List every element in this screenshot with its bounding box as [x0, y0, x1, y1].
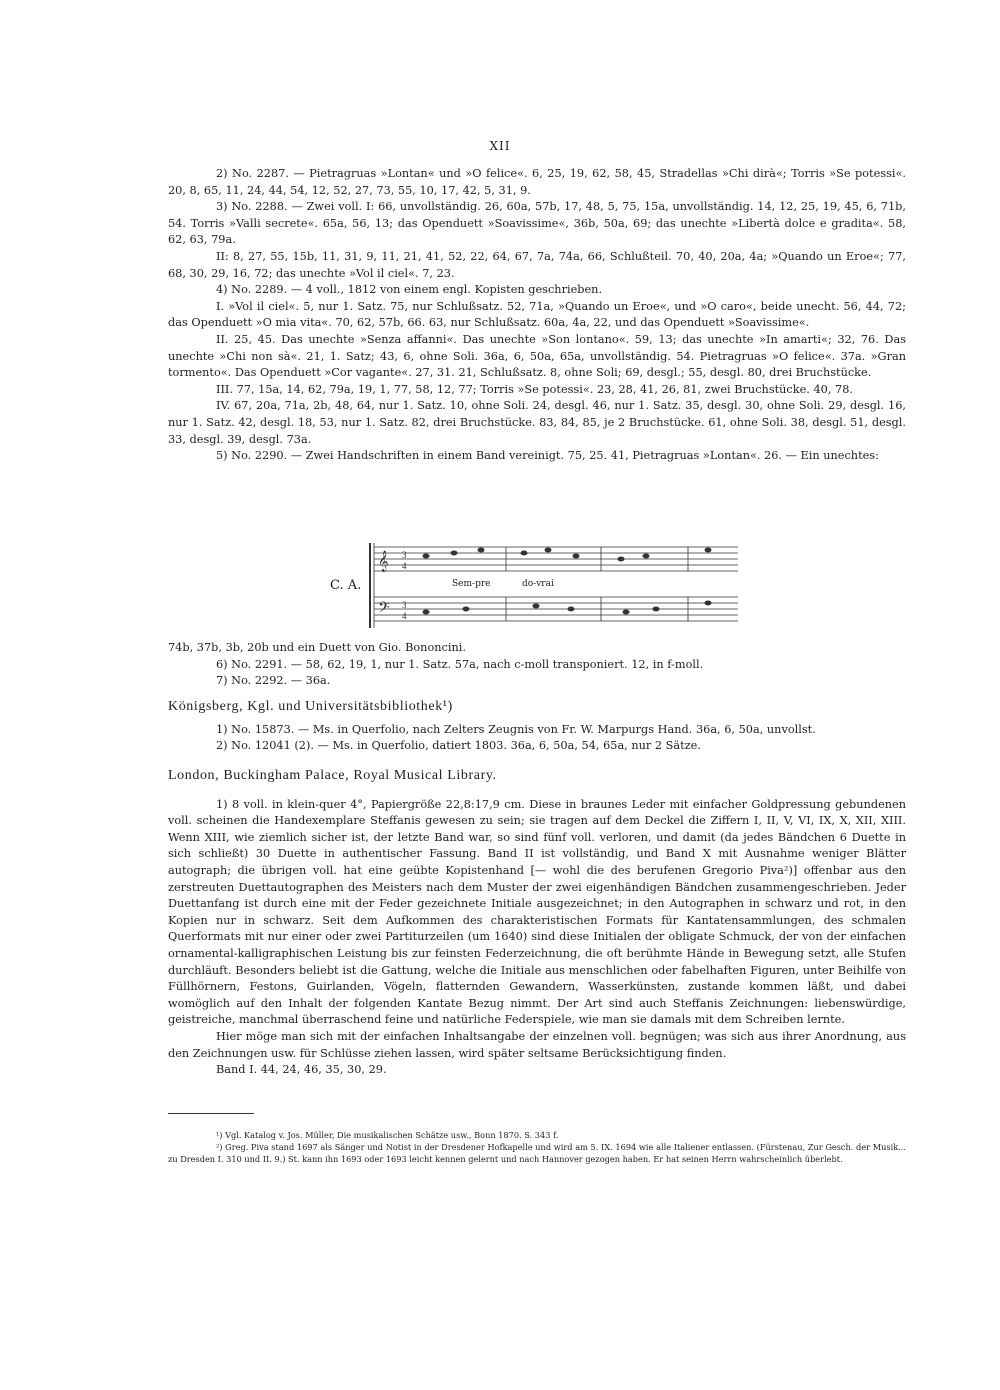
clef-bass: 𝄢: [378, 599, 390, 620]
entry-2287: 2) No. 2287. — Pietragruas »Lontan« und »O felice«. 6, 25, 19, 62, 58, 45, Stradellas »Chi dirà«; Torris »Se potessi«. 20, 8, 65, 11, 24, 44, 54, 12, 52, 27, 73, 55, 10, 17, 42, 5, 31, 9.: [168, 167, 906, 197]
entry-2288-vol2: II: 8, 27, 55, 15b, 11, 31, 9, 11, 21, 41, 52, 22, 64, 67, 7a, 74a, 66, Schlußteil. 70, 40, 20a, 4a; »Quando un Eroe«; 77, 68, 30, 29, 16, 72; das unechte »Vol il ciel«. 7, 23.: [168, 249, 906, 280]
notes-upper: [423, 548, 712, 562]
london-paragraph-1: 1) 8 voll. in klein-quer 4°, Papiergröße 22,8:17,9 cm. Diese in braunes Leder mit einfacher Goldpressung gebundenen voll. scheinen die Handexemplare Steffanis gewesen zu sein; sie tragen auf dem Deckel die Ziffern I, II, V, VI, IX, X, XII, XIII. Wenn XIII, wie ziemlich sicher ist, der letzte Band war, so sind fünf voll. verloren, und damit (da jedes Bändchen 6 Duette in sich schließt) 30 Duette in authentischer Fassung. Band II ist vollständig, und Band X mit Ausnahme weniger Blätter autograph; die übrigen voll. hat eine geübte Kopistenhand [— wohl die des berufenen Gregorio Piva²)] offenbar aus den zerstreuten Duettautographen des Meisters nach dem Muster der zwei eigenhändigen Bändchen zusammengeschrieben. Jeder Duettanfang ist durch eine mit der Feder gezeichnete Initiale ausgezeichnet; in den Autographen in schwarz und rot, in den Kopien nur in schwarz. Seit dem Aufkommen des charakteristischen Formats für Kantatensammlungen, des schmalen Querformats mit nur einer oder zwei Partiturzeilen (um 1640) sind diese Initialen der obligate Schmuck, der von der einfachen ornamental-kalligraphischen Leistung bis zur feinsten Federzeichnung, die oft berühmte Hände in Bewegung setzt, alle Stufen durchläuft. Besonders beliebt ist die Gattung, welche die Initiale aus menschlichen oder fabelhaften Figuren, unter Beihilfe von Füllhörnern, Festons, Guirlanden, Vögeln, flatternden Gewandern, Wasserkünsten, zustande kommen läßt, und dabei womöglich auf den Inhalt der folgenden Kantate Bezug nimmt. Der Art sind auch Steffanis Zeichnungen: liebenswürdige, geistreiche, manchmal überraschend feine und natürliche Federspiele, wie man sie damals mit dem Schreiben lernte.: [168, 797, 906, 1027]
entry-15873: 1) No. 15873. — Ms. in Querfolio, nach Zelters Zeugnis von Fr. W. Marpurgs Hand. 36a, 6, 50a, unvollst.: [216, 722, 816, 736]
section-dresden-list: [168, 166, 906, 465]
svg-text:3: 3: [402, 550, 407, 560]
footnotes: [168, 1130, 906, 1165]
entry-12041: 2) No. 12041 (2). — Ms. in Querfolio, datiert 1803. 36a, 6, 50a, 54, 65a, nur 2 Sätze.: [216, 739, 701, 753]
london-paragraph-2: Hier möge man sich mit der einfachen Inhaltsangabe der einzelnen voll. begnügen; was sich aus ihrer Anordnung, aus den Zeichnungen usw. für Schlüsse ziehen lassen, wird später seltsame Berücksichtigung finden.: [168, 1029, 906, 1060]
voice-label: C. A.: [330, 578, 362, 593]
entry-2289-vol3: III. 77, 15a, 14, 62, 79a, 19, 1, 77, 58, 12, 77; Torris »Se potessi«. 23, 28, 41, 26, 81, zwei Bruchstücke. 40, 78.: [216, 382, 853, 396]
music-incipit: [326, 523, 746, 638]
entry-2289-vol4: IV. 67, 20a, 71a, 2b, 48, 64, nur 1. Satz. 10, ohne Soli. 24, desgl. 46, nur 1. Satz. 35, desgl. 30, ohne Soli. 29, desgl. 16, nur 1. Satz. 42, desgl. 18, 53, nur 1. Satz. 82, drei Bruchstücke. 83, 84, 85, je 2 Bruchstücke. 61, ohne Soli. 38, desgl. 51, desgl. 33, desgl. 39, desgl. 73a.: [168, 399, 906, 446]
footnote-rule: [168, 1113, 254, 1114]
footnote-2: ²) Greg. Piva stand 1697 als Sänger und Notist in der Dresdener Hofkapelle und wird am 5. IX. 1694 wie alle Italiener entlassen. (Fürstenau, Zur Gesch. der Musik... zu Dresden I. 310 und II. 9.) St. kann ihn 1693 oder 1693 leicht kennen gelernt und nach Hannover gezogen haben. Er hat seinen Herrn wahrscheinlich überlebt.: [168, 1141, 906, 1164]
band-1-list: Band I. 44, 24, 46, 35, 30, 29.: [216, 1063, 387, 1077]
entry-2289-vol1: I. »Vol il ciel«. 5, nur 1. Satz. 75, nur Schlußsatz. 52, 71a, »Quando un Eroe«, und »O caro«, beide unecht. 56, 44, 72; das Openduett »O mia vita«. 70, 62, 57b, 66. 63, nur Schlußsatz. 60a, 4a, 22, und das Openduett »Soavissime«.: [168, 299, 906, 330]
svg-text:4: 4: [402, 561, 407, 571]
clef-soprano: 𝄞: [378, 551, 389, 572]
entry-2289-vol2: II. 25, 45. Das unechte »Senza affanni«. Das unechte »Son lontano«. 59, 13; das unechte »In amarti«; 32, 76. Das unechte »Chi non sà«. 21, 1. Satz; 43, 6, ohne Soli. 36a, 6, 50a, 65a, unvollständig. 54. Pietragruas »O felice«. 37a. »Gran tormento«. Das Openduett »Cor vagante«. 27, 31. 21, Schlußsatz. 8, ohne Soli; 69, desgl.; 55, desgl. 80, drei Bruchstücke.: [168, 332, 906, 380]
time-signature-lower: [402, 600, 407, 621]
heading-koenigsberg: Königsberg, Kgl. und Universitätsbibliothek¹): [168, 699, 453, 714]
time-signature-upper: [402, 550, 407, 571]
entry-2288: 3) No. 2288. — Zwei voll. I: 66, unvollständig. 26, 60a, 57b, 17, 48, 5, 75, 15a, unvollständig. 14, 12, 25, 19, 45, 6, 71b, 54. Torris »Valli secrete«. 65a, 56, 13; das Openduett »Soavissime«, 36b, 50a, 69; das unechte »Libertà dolce e gradita«. 58, 62, 63, 79a.: [168, 200, 906, 247]
page-number: XII: [489, 139, 511, 153]
entry-2290-cont: 74b, 37b, 3b, 20b und ein Duett von Gio. Bononcini.: [168, 641, 466, 654]
entry-2289: 4) No. 2289. — 4 voll., 1812 von einem engl. Kopisten geschrieben.: [216, 283, 603, 297]
heading-london: London, Buckingham Palace, Royal Musical Library.: [168, 768, 497, 783]
svg-text:3: 3: [402, 600, 407, 610]
entry-2290: 5) No. 2290. — Zwei Handschriften in einem Band vereinigt. 75, 25. 41, Pietragruas »Lontan«. 26. — Ein unechtes:: [216, 449, 879, 463]
section-london: [168, 768, 906, 1079]
entry-2291: 6) No. 2291. — 58, 62, 19, 1, nur 1. Satz. 57a, nach c-moll transponiert. 12, in f-moll.: [216, 657, 704, 671]
footnote-1: ¹) Vgl. Katalog v. Jos. Müller, Die musikalischen Schätze usw., Bonn 1870. S. 343 f.: [216, 1130, 559, 1140]
entry-2292: 7) No. 2292. — 36a.: [216, 674, 331, 688]
notes-lower: [423, 601, 712, 615]
lyric-1: Sem-pre: [452, 579, 491, 589]
section-2290-cont: [168, 640, 906, 690]
lyric-2: do-vrai: [522, 579, 554, 589]
svg-text:4: 4: [402, 611, 407, 621]
section-koenigsberg: [168, 699, 906, 755]
